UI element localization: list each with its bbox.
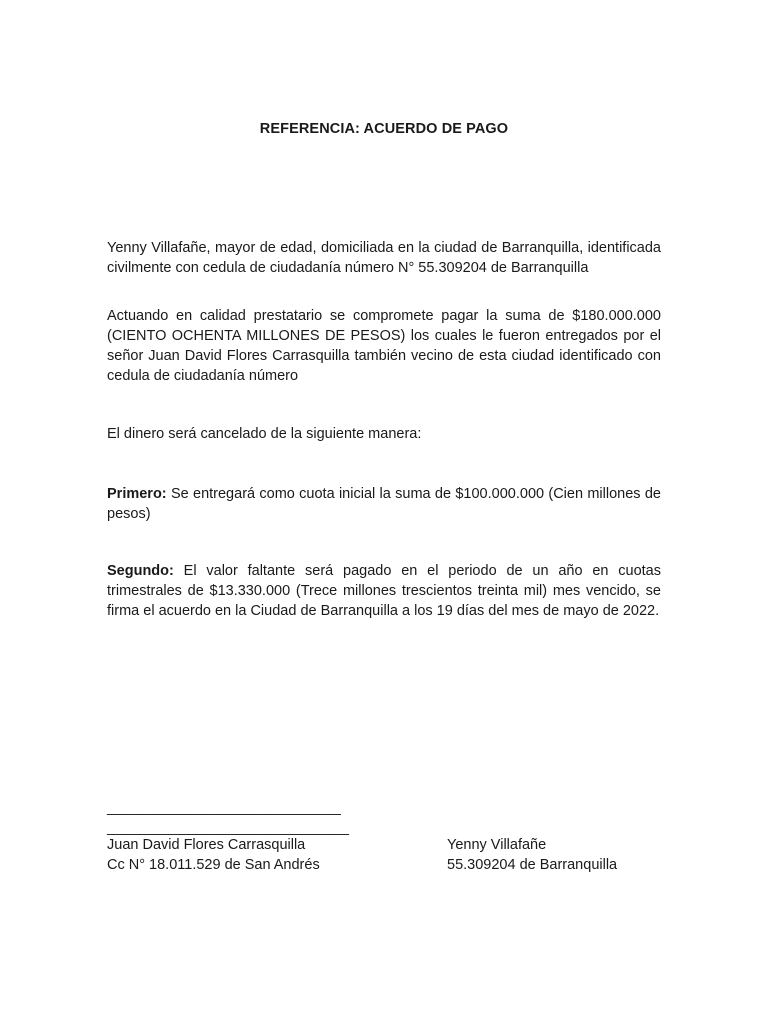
signature-line-2: ______________________________ <box>107 820 349 836</box>
signature-block-borrower <box>447 835 617 875</box>
paragraph-segundo <box>107 561 661 621</box>
paragraph-primero <box>107 484 661 524</box>
lender-id: Cc N° 18.011.529 de San Andrés <box>107 857 320 873</box>
borrower-name: Yenny Villafañe <box>447 837 547 853</box>
paragraph-identification: Yenny Villafañe, mayor de edad, domiciliada en la ciudad de Barranquilla, identificada civilmente con cedula de ciudadanía número N° 55.309204 de Barranquilla <box>107 240 661 276</box>
lender-name: Juan David Flores Carrasquilla <box>107 837 306 853</box>
signature-line-1: _____________________________ <box>107 800 341 816</box>
paragraph-commitment: Actuando en calidad prestatario se compromete pagar la suma de $180.000.000 (CIENTO OCHENTA MILLONES DE PESOS) los cuales le fueron entregados por el señor Juan David Flores Carrasquilla también vecino de esta ciudad identificado con cedula de ciudadanía número <box>107 308 661 384</box>
primero-label: Primero: <box>107 486 167 502</box>
segundo-label: Segundo: <box>107 563 174 579</box>
borrower-id: 55.309204 de Barranquilla <box>447 857 618 873</box>
document-title: REFERENCIA: ACUERDO DE PAGO <box>259 121 509 137</box>
segundo-text: El valor faltante será pagado en el periodo de un año en cuotas trimestrales de $13.330.000 (Trece millones trescientos treinta mil) mes vencido, se firma el acuerdo en la Ciudad de Barranquilla a los 19 días del mes de mayo de 2022. <box>107 563 661 619</box>
paragraph-payment-intro: El dinero será cancelado de la siguiente manera: <box>107 426 422 442</box>
signature-block-lender <box>107 835 320 875</box>
primero-text: Se entregará como cuota inicial la suma de $100.000.000 (Cien millones de pesos) <box>107 486 661 522</box>
